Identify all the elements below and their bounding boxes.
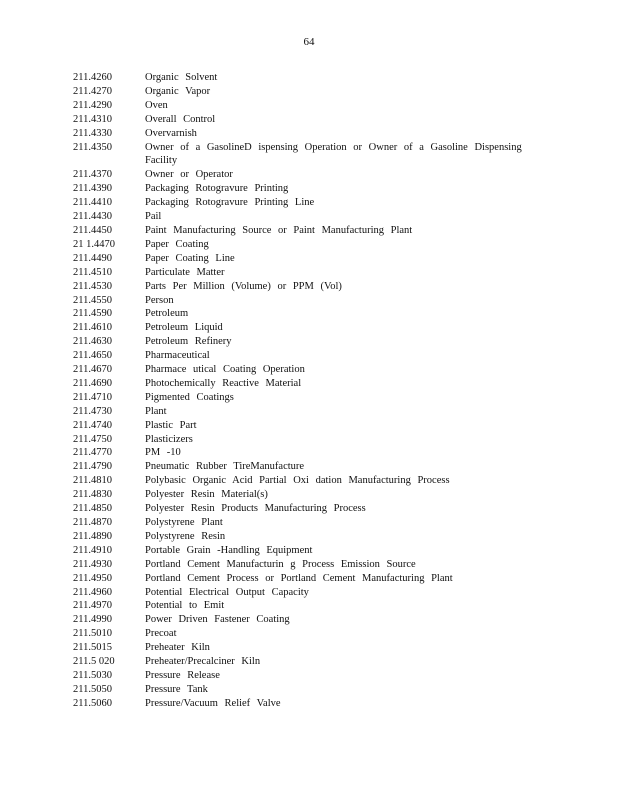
list-item — [73, 224, 553, 238]
section-code: 211.4530 — [73, 280, 112, 292]
list-item — [73, 182, 553, 196]
section-code: 211.4270 — [73, 85, 112, 97]
defined-term: Polystyrene Plant — [145, 517, 223, 528]
list-item — [73, 363, 553, 377]
defined-term: Potential to Emit — [145, 600, 225, 612]
section-code: 211.4890 — [73, 530, 112, 542]
section-code: 211.4330 — [73, 127, 112, 139]
defined-term: Pail — [145, 211, 162, 223]
defined-term: Oven — [145, 99, 168, 111]
defined-term: Overall Control — [145, 113, 216, 125]
section-code: 211.5015 — [73, 642, 112, 654]
list-item — [73, 460, 553, 474]
defined-term: Paper Coating Line — [145, 252, 235, 264]
defined-term: Paper Coating — [145, 238, 209, 250]
list-item — [73, 71, 553, 85]
list-item — [73, 280, 553, 294]
section-code: 211.4450 — [73, 224, 112, 236]
list-item — [73, 446, 553, 460]
list-item — [73, 613, 553, 627]
section-code: 211.4550 — [73, 294, 112, 306]
defined-term: Pressure Tank — [145, 683, 208, 695]
section-code: 211.4650 — [73, 350, 112, 362]
defined-term: Polyester Resin Material(s) — [145, 489, 268, 501]
section-code: 211.4410 — [73, 197, 112, 209]
defined-term: Portable Grain -Handling Equipment — [145, 544, 313, 556]
defined-term: Owner or Operator — [145, 169, 233, 181]
defined-term: Power Driven Fastener Coating — [145, 614, 290, 626]
list-item — [73, 530, 553, 544]
section-code: 21 1.4470 — [73, 238, 115, 250]
section-code: 211.4690 — [73, 377, 112, 389]
section-code: 211.4390 — [73, 183, 112, 195]
defined-term: Parts Per Million (Volume) or PPM (Vol) — [145, 280, 342, 292]
section-code: 211.5 020 — [73, 656, 115, 668]
defined-term: Pharmace utical Coating Operation — [145, 364, 305, 376]
section-code: 211.4850 — [73, 503, 112, 515]
list-item — [73, 307, 553, 321]
section-code: 211.5060 — [73, 697, 112, 709]
list-item — [73, 516, 553, 530]
section-code: 211.4810 — [73, 475, 112, 487]
section-code: 211.5050 — [73, 683, 112, 695]
section-code: 211.4260 — [73, 72, 112, 83]
section-code: 211.4290 — [73, 99, 112, 111]
list-item — [73, 85, 553, 99]
section-code: 211.4490 — [73, 252, 112, 264]
list-item — [73, 210, 553, 224]
list-item — [73, 474, 553, 488]
defined-term: Portland Cement Process or Portland Cement Manufacturing Plant — [145, 572, 453, 584]
list-item — [73, 627, 553, 641]
section-code: 211.5030 — [73, 669, 112, 681]
defined-term: Photochemically Reactive Material — [145, 377, 302, 389]
defined-term: Plastic Part — [145, 419, 197, 431]
defined-term: Petroleum — [145, 308, 189, 320]
section-code: 211.5010 — [73, 628, 112, 640]
list-item — [73, 391, 553, 405]
defined-term: Plant — [145, 405, 167, 417]
defined-term: Pigmented Coatings — [145, 391, 234, 403]
list-item — [73, 544, 553, 558]
defined-term: Precoat — [145, 628, 177, 640]
definitions-list — [73, 71, 553, 711]
section-code: 211.4770 — [73, 447, 112, 459]
list-item — [73, 683, 553, 697]
defined-term: Pneumatic Rubber TireManufacture — [145, 461, 305, 473]
list-item — [73, 599, 553, 613]
section-code: 211.4670 — [73, 364, 112, 376]
defined-term: Plasticizers — [145, 433, 193, 445]
defined-term: Pharmaceutical — [145, 350, 210, 362]
section-code: 211.4590 — [73, 308, 112, 320]
defined-term: Organic Vapor — [145, 85, 211, 97]
section-code: 211.4730 — [73, 405, 112, 417]
list-item — [73, 697, 553, 711]
page-number: 64 — [303, 36, 315, 48]
defined-term: Portland Cement Manufacturin g Process Emission Source — [145, 558, 416, 570]
list-item — [73, 252, 553, 266]
section-code: 211.4870 — [73, 517, 112, 528]
defined-term: Overvarnish — [145, 127, 197, 139]
defined-term: PM -10 — [145, 447, 181, 459]
list-item — [73, 168, 553, 182]
list-item — [73, 641, 553, 655]
list-item — [73, 405, 553, 419]
section-code: 211.4370 — [73, 169, 112, 181]
section-code: 211.4710 — [73, 391, 112, 403]
list-item — [73, 99, 553, 113]
section-code: 211.4510 — [73, 266, 112, 278]
defined-term: Polyester Resin Products Manufacturing Process — [145, 503, 366, 515]
section-code: 211.4750 — [73, 433, 112, 445]
list-item — [73, 586, 553, 600]
list-item — [73, 433, 553, 447]
section-code: 211.4990 — [73, 614, 112, 626]
defined-term: Preheater Kiln — [145, 642, 210, 654]
defined-term: Potential Electrical Output Capacity — [145, 586, 309, 598]
list-item — [73, 419, 553, 433]
section-code: 211.4910 — [73, 544, 112, 556]
list-item — [73, 321, 553, 335]
defined-term: Preheater/Precalciner Kiln — [145, 656, 261, 668]
section-code: 211.4960 — [73, 586, 112, 598]
defined-term: Pressure/Vacuum Relief Valve — [145, 697, 281, 709]
list-item — [73, 294, 553, 308]
list-item — [73, 127, 553, 141]
list-item — [73, 377, 553, 391]
section-code: 211.4350 — [73, 141, 112, 153]
list-item — [73, 502, 553, 516]
section-code: 211.4740 — [73, 419, 112, 431]
section-code: 211.4630 — [73, 336, 112, 348]
list-item — [73, 488, 553, 502]
list-item — [73, 113, 553, 127]
defined-term: Packaging Rotogravure Printing Line — [145, 197, 315, 209]
section-code: 211.4930 — [73, 558, 112, 570]
defined-term: Polystyrene Resin — [145, 530, 226, 542]
defined-term: Petroleum Refinery — [145, 336, 232, 348]
defined-term: Person — [145, 294, 174, 306]
list-item — [73, 196, 553, 210]
defined-term: Organic Solvent — [145, 72, 218, 83]
list-item — [73, 572, 553, 586]
section-code: 211.4790 — [73, 461, 112, 473]
defined-term: Petroleum Liquid — [145, 322, 223, 334]
list-item — [73, 558, 553, 572]
section-code: 211.4610 — [73, 322, 112, 334]
section-code: 211.4970 — [73, 600, 112, 612]
list-item — [73, 669, 553, 683]
list-item — [73, 335, 553, 349]
list-item — [73, 349, 553, 363]
defined-term: Owner of a GasolineD ispensing Operation or Owner of a Gasoline Dispensing Facility — [145, 141, 522, 167]
list-item — [73, 655, 553, 669]
list-item — [73, 141, 553, 169]
section-code: 211.4950 — [73, 572, 112, 584]
section-code: 211.4310 — [73, 113, 112, 125]
list-item — [73, 266, 553, 280]
defined-term: Packaging Rotogravure Printing — [145, 183, 289, 195]
section-code: 211.4430 — [73, 211, 112, 223]
defined-term: Paint Manufacturing Source or Paint Manufacturing Plant — [145, 224, 413, 236]
defined-term: Pressure Release — [145, 669, 220, 681]
section-code: 211.4830 — [73, 489, 112, 501]
defined-term: Particulate Matter — [145, 266, 225, 278]
defined-term: Polybasic Organic Acid Partial Oxi dation Manufacturing Process — [145, 475, 450, 487]
list-item — [73, 238, 553, 252]
